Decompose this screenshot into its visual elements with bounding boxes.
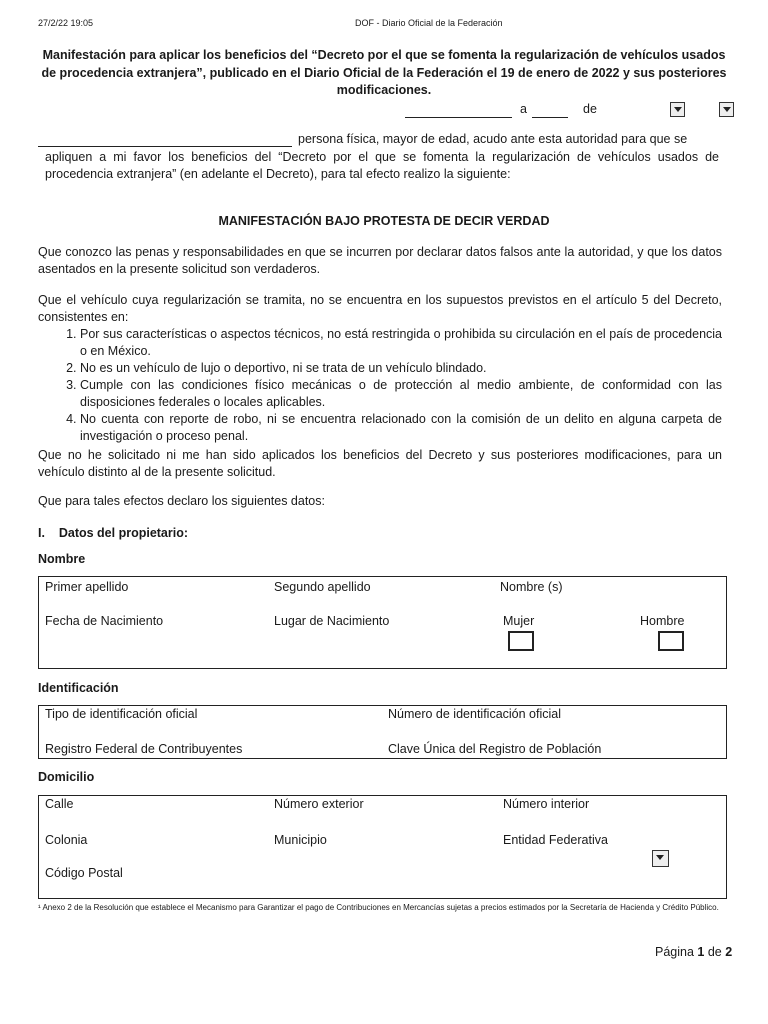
page-total: 2 (725, 945, 733, 959)
nombres-label: Nombre (s) (500, 580, 563, 594)
rfc-label: Registro Federal de Contribuyentes (45, 742, 243, 756)
entidad-federativa-label: Entidad Federativa (503, 833, 608, 847)
tipo-identificacion-label: Tipo de identificación oficial (45, 707, 198, 721)
nombre-heading: Nombre (38, 552, 86, 566)
requirements-list (38, 326, 722, 445)
entidad-dropdown-icon[interactable] (652, 850, 669, 867)
document-title: Manifestación para aplicar los beneficios del “Decreto por el que se fomenta la regularización de vehículos usados de procedencia extranjera”, publicado en el Diario Oficial de la Federación el 19 de enero de 2022 y sus posteriores modificaciones. (41, 48, 727, 97)
lugar-nacimiento-label: Lugar de Nacimiento (274, 614, 390, 628)
fecha-nacimiento-label: Fecha de Nacimiento (45, 614, 164, 628)
place-field[interactable] (405, 117, 512, 118)
list-item: 3. Cumple con las condiciones físico mecánicas o de protección al medio ambiente, de conformidad con las disposiciones federales o locales aplicables. (80, 377, 722, 411)
mujer-label: Mujer (503, 614, 535, 628)
paragraph-penalties: Que conozco las penas y responsabilidades en que se incurren por declarar datos falsos ante la autoridad, y que los datos asentados en la presente solicitud son verdaderos. (38, 245, 722, 276)
segundo-apellido-label: Segundo apellido (274, 580, 371, 594)
codigo-postal-label: Código Postal (45, 866, 123, 880)
page-current: 1 (697, 945, 705, 959)
site-title: DOF - Diario Oficial de la Federación (355, 18, 503, 28)
date-de-label: de (583, 102, 597, 116)
paragraph-declare: Que para tales efectos declaro los siguientes datos: (38, 494, 325, 508)
fullname-field[interactable] (38, 146, 292, 147)
curp-label: Clave Única del Registro de Población (388, 742, 602, 756)
identificacion-heading: Identificación (38, 681, 119, 695)
primer-apellido-label: Primer apellido (45, 580, 129, 594)
colonia-label: Colonia (45, 833, 88, 847)
page-prefix: Página (655, 945, 694, 959)
numero-interior-label: Número interior (503, 797, 590, 811)
domicilio-heading: Domicilio (38, 770, 95, 784)
section-heading: MANIFESTACIÓN BAJO PROTESTA DE DECIR VERDAD (218, 214, 550, 228)
print-datetime: 27/2/22 19:05 (38, 18, 94, 28)
list-item: 2. No es un vehículo de lujo o deportivo, ni se trata de un vehículo blindado. (80, 360, 722, 377)
month-dropdown-icon[interactable] (670, 102, 685, 117)
year-dropdown-icon[interactable] (719, 102, 734, 117)
hombre-label: Hombre (640, 614, 685, 628)
footnote: ¹ Anexo 2 de la Resolución que establece el Mecanismo para Garantizar el pago de Contribuciones en Mercancías sujetas a precios estimados por la Secretaría de Hacienda y Crédito Público. (38, 903, 719, 912)
hombre-checkbox[interactable] (658, 631, 684, 651)
date-a-label: a (520, 102, 527, 116)
calle-label: Calle (45, 797, 74, 811)
paragraph-vehicle: Que el vehículo cuya regularización se tramita, no se encuentra en los supuestos previstos en el artículo 5 del Decreto, consistentes en: (38, 293, 722, 324)
numero-exterior-label: Número exterior (274, 797, 364, 811)
list-item: 4. No cuenta con reporte de robo, ni se encuentra relacionado con la comisión de un delito en alguna carpeta de investigación o proceso penal. (80, 411, 722, 445)
owner-section-title: I. Datos del propietario: (38, 526, 189, 540)
list-item: 1. Por sus características o aspectos técnicos, no está restringida o prohibida su circulación en el país de procedencia o en México. (80, 326, 722, 360)
intro-text: apliquen a mi favor los beneficios del “Decreto por el que se fomenta la regularización de vehículos usados de procedencia extranjera” (en adelante el Decreto), para tal efecto realizo la siguiente: (45, 150, 719, 181)
paragraph-no-benefits: Que no he solicitado ni me han sido aplicados los beneficios del Decreto y sus posteriores modificaciones, para un vehículo distinto al de la presente solicitud. (38, 448, 722, 479)
page-number (655, 944, 732, 961)
numero-identificacion-label: Número de identificación oficial (388, 707, 562, 721)
domicilio-box (38, 795, 727, 899)
page-mid: de (707, 945, 722, 959)
intro-suffix: persona física, mayor de edad, acudo ante esta autoridad para que se (298, 132, 688, 146)
day-field[interactable] (532, 117, 568, 118)
mujer-checkbox[interactable] (508, 631, 534, 651)
municipio-label: Municipio (274, 833, 327, 847)
